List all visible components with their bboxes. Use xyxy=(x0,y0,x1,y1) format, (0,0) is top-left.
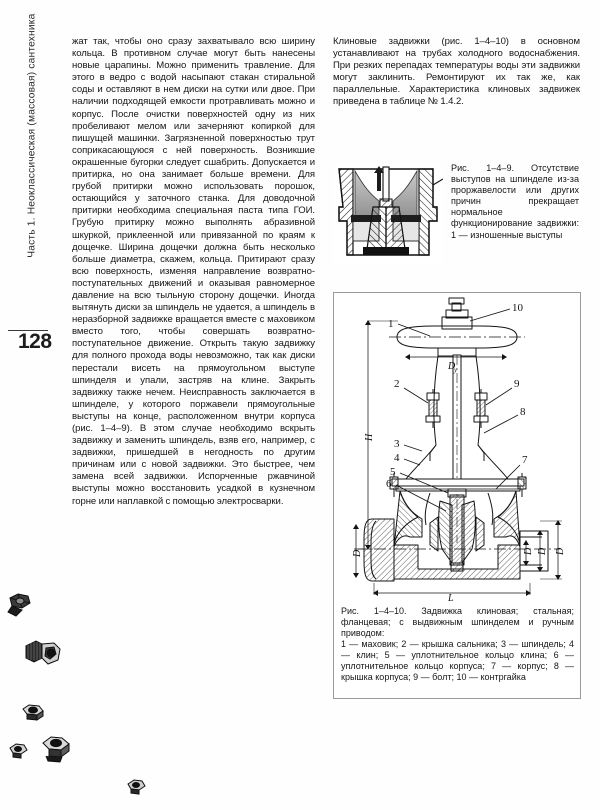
svg-text:y: y xyxy=(454,366,458,374)
figure-1-4-9-caption-text: Рис. 1–4–9. Отсутствие выступов на шпинделе из-за проржавелости или других причин прекращает нормальное функционирование задвижки: 1 — изношенные выступы xyxy=(451,163,579,240)
svg-text:8: 8 xyxy=(520,406,526,418)
svg-text:9: 9 xyxy=(514,378,520,390)
decorative-bolt-photo-2 xyxy=(24,638,64,672)
svg-text:D: D xyxy=(448,361,456,372)
decorative-nut-photo-4 xyxy=(126,778,148,798)
svg-text:7: 7 xyxy=(522,454,528,466)
running-head-text: Часть 1. Неоклассическая (массовая) сантехника xyxy=(26,13,38,258)
decorative-nut-photo-1 xyxy=(20,703,46,725)
svg-text:6: 6 xyxy=(386,478,392,490)
svg-text:D: D xyxy=(352,549,363,557)
svg-text:H: H xyxy=(364,433,375,441)
svg-text:D: D xyxy=(555,547,566,555)
figure-1-4-10-caption-legend: 1 — маховик; 2 — крышка сальника; 3 — шпиндель; 4 — клин; 5 — уплотнительное кольцо клина; 6 — уплотнительное кольцо корпуса; 7 — корпус; 8 — крышка корпуса; 9 — болт; 10 — контргайка xyxy=(341,639,574,682)
figure-1-4-10-caption xyxy=(333,603,581,699)
svg-text:10: 10 xyxy=(512,302,523,314)
left-column-paragraph: жат так, чтобы оно сразу захватывало всю ширину кольца. В противном случае могут быть нанесены новые царапины. Можно применить травление. Для этого в ведро с водой насыпают стакан стиральной соды и оставляют в нем диски на сутки или двое. При наличии подходящей емкости протравливать можно и корпус. После очистки поверхностей одну из них пробеливают мелом или зачерняют копиркой для пишущей машинки. Загрязненной поверхностью трут соприкасающуюся с ней поверхность. Возникшие окрашенные бугорки следует сшабрить. Допускается и притирка, но она занимает больше времени. Для грубой притирки можно использовать порошок, остающийся у заточного станка. Для доводочной притирки необходима специальная паста типа ГОИ. Грубую притирку можно выполнять абразивной шкуркой, приклеенной или привязанной по краям к дощечке. Ширина дощечки должна быть несколько больше диаметра, скажем, кольца. Притирают сразу всю поверхность, изменяя направление возвратно-поступательных движений и оказывая равномерное давление на всю тыльную сторону дощечки. Иногда вытянуть диски за шпиндель не удается, а шпиндель в неразборной задвижке вращается вместе с маховиком вместо того, чтобы совершать возвратно-поступательное движение. Открыть такую задвижку для полного прохода воды невозможно, так как диски перестали висеть на прямоугольном выступе шпинделя и упали, застряв на клине. Закрыть задвижку также нечем. Неисправность заключается в шпинделе, у которого поржавели прямоугольные выступы на конце, расположенном внутри корпуса (рис. 1–4–9). В этом случае необходимо вскрыть задвижку и заменить шпиндель, взяв его, например, с задвижки, пришедшей в негодность по другим причинам или с новой задвижки. Это быстрее, чем замена всей задвижки. Испорченные ржавчиной выступы можно восстановить усадкой в кузнечном горне или наплавкой с помощью электросварки. xyxy=(72,36,315,507)
page-number: 128 xyxy=(18,330,52,353)
figure-1-4-9-caption xyxy=(451,163,579,241)
svg-text:1: 1 xyxy=(388,318,394,330)
svg-text:L: L xyxy=(448,593,454,603)
figure-1-4-9-image xyxy=(333,163,443,263)
figure-1-4-10-caption-main: Рис. 1–4–10. Задвижка клиновая; стальная; фланцевая; с выдвижным шпинделем и ручным приводом: xyxy=(341,606,574,638)
figure-1-4-10-image xyxy=(333,292,581,604)
figure-1-4-9 xyxy=(333,163,580,285)
svg-text:3: 3 xyxy=(394,438,400,450)
right-column-paragraph: Клиновые задвижки (рис. 1–4–10) в основном устанавливают на трубах холодного водоснабжения. При резких перепадах температуры воды эти задвижки могут заклинить. Ремонтируют их так же, как параллельные. Характеристика клиновых задвижек приведена в таблице № 1.4.2. xyxy=(333,36,580,108)
body-text-left-column xyxy=(72,36,315,508)
body-text-right-column xyxy=(333,36,580,109)
svg-text:2: 2 xyxy=(394,378,400,390)
svg-text:D: D xyxy=(537,547,548,555)
decorative-nut-photo-2 xyxy=(8,742,30,762)
decorative-bolt-photo-1 xyxy=(6,592,36,618)
svg-text:5: 5 xyxy=(390,466,396,478)
svg-text:4: 4 xyxy=(394,452,400,464)
svg-text:D: D xyxy=(523,547,534,555)
decorative-nut-photo-3 xyxy=(40,735,72,763)
running-head-sidebar xyxy=(0,13,62,400)
